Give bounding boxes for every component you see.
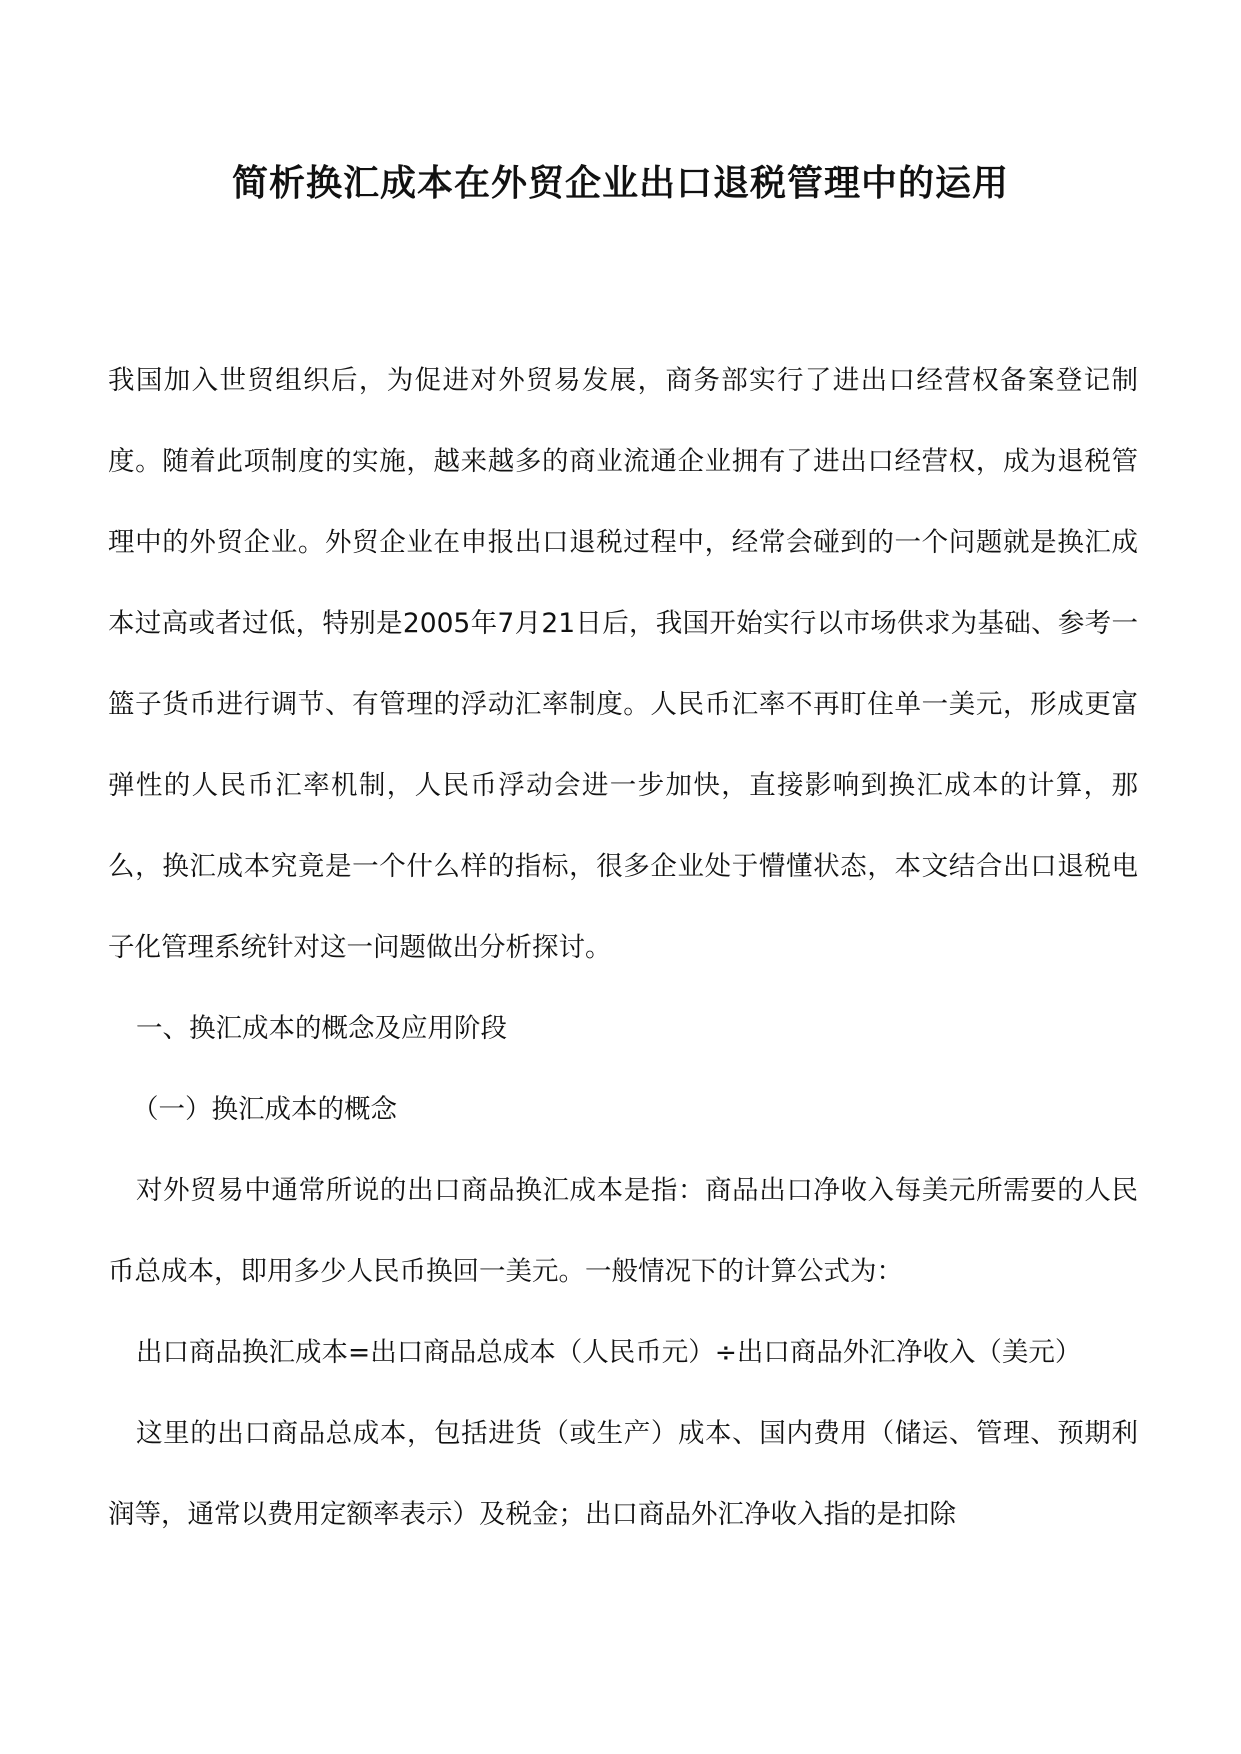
paragraph-definition: 对外贸易中通常所说的出口商品换汇成本是指：商品出口净收入每美元所需要的人民币总成本，即用多少人民币换回一美元。一般情况下的计算公式为： bbox=[108, 1175, 1138, 1287]
paragraph-formula: 出口商品换汇成本=出口商品总成本（人民币元）÷出口商品外汇净收入（美元） bbox=[136, 1337, 1082, 1368]
document-title: 简析换汇成本在外贸企业出口退税管理中的运用 bbox=[231, 162, 1009, 204]
paragraph-intro: 我国加入世贸组织后，为促进对外贸易发展，商务部实行了进出口经营权备案登记制度。随着此项制度的实施，越来越多的商业流通企业拥有了进出口经营权，成为退税管理中的外贸企业。外贸企业在申报出口退税过程中，经常会碰到的一个问题就是换汇成本过高或者过低，特别是2005年7月21日后，我国开始实行以市场供求为基础、参考一篮子货币进行调节、有管理的浮动汇率制度。人民币汇率不再盯住单一美元，形成更富弹性的人民币汇率机制，人民币浮动会进一步加快，直接影响到换汇成本的计算，那么，换汇成本究竟是一个什么样的指标，很多企业处于懵懂状态，本文结合出口退税电子化管理系统针对这一问题做出分析探讨。 bbox=[108, 365, 1138, 963]
section-heading-1: 一、换汇成本的概念及应用阶段 bbox=[136, 1013, 507, 1044]
document-body bbox=[108, 340, 1138, 1555]
subsection-heading-1: （一）换汇成本的概念 bbox=[132, 1094, 397, 1125]
paragraph-explanation: 这里的出口商品总成本，包括进货（或生产）成本、国内费用（储运、管理、预期利润等，通常以费用定额率表示）及税金；出口商品外汇净收入指的是扣除 bbox=[108, 1418, 1138, 1530]
